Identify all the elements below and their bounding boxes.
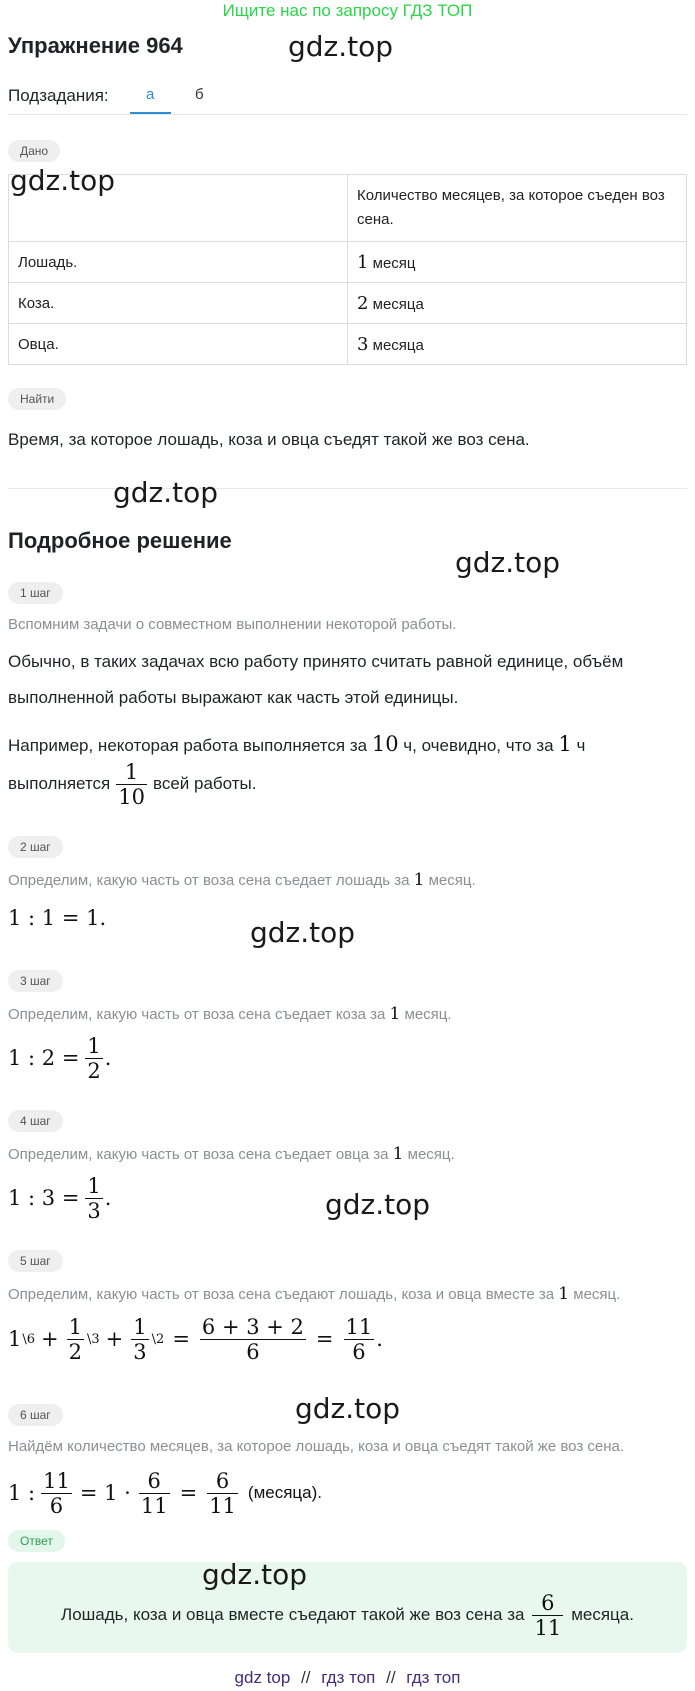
divider: [8, 488, 687, 489]
step-hint: Определим, какую часть от воза сена съедает коза за 1 месяц.: [8, 1004, 452, 1024]
step-hint: Определим, какую часть от воза сена съедает лошадь за 1 месяц.: [8, 870, 476, 890]
table-row: [9, 283, 687, 324]
table-row: [9, 324, 687, 365]
step-text: Например, некоторая работа выполняется за 10 ч, очевидно, что за 1 ч: [8, 732, 586, 756]
step-badge: 5 шаг: [8, 1250, 63, 1272]
step-badge: 1 шаг: [8, 582, 63, 604]
step-hint: Вспомним задачи о совместном выполнении некоторой работы.: [8, 616, 457, 633]
step-hint: Определим, какую часть от воза сена съедает овца за 1 месяц.: [8, 1144, 455, 1164]
footer-link[interactable]: гдз топ: [406, 1668, 461, 1687]
answer-text: Лошадь, коза и овца вместе съедают такой же воз сена за $\frac{6}{11}$ месяца.: [61, 1590, 634, 1640]
table-header-cell: Количество месяцев, за которое съеден воз сена.: [348, 175, 687, 242]
table-cell-animal: Коза.: [9, 283, 348, 324]
given-badge: Дано: [8, 140, 60, 162]
table-cell-months: 2 месяца: [348, 283, 687, 324]
subtasks-label: Подзадания:: [8, 86, 109, 105]
footer-separator: //: [386, 1668, 396, 1687]
given-table: [8, 174, 687, 365]
step-badge: 4 шаг: [8, 1110, 63, 1132]
divider: [8, 114, 687, 115]
footer-separator: //: [301, 1668, 311, 1687]
formula: 1 : 3 = $\frac{1}{3}$ .: [8, 1173, 112, 1223]
footer-link[interactable]: гдз топ: [321, 1668, 376, 1687]
promo-banner[interactable]: Ищите нас по запросу ГДЗ ТОП: [222, 1, 473, 20]
watermark: gdz.top: [455, 546, 561, 579]
formula: 1 : $\frac{11}{6}$ = 1 · $\frac{6}{11}$ = $\frac{6}{11}$ (месяца).: [8, 1468, 323, 1518]
tab-subtask-b[interactable]: б: [195, 86, 204, 103]
page-title: Упражнение 964: [8, 33, 183, 58]
footer-links: [0, 1668, 695, 1688]
find-text: Время, за которое лошадь, коза и овца съедят такой же воз сена.: [8, 430, 530, 449]
watermark: gdz.top: [10, 164, 116, 197]
formula: 1 : 2 = $\frac{1}{2}$ .: [8, 1033, 112, 1083]
table-cell-animal: Лошадь.: [9, 242, 348, 283]
table-cell-animal: Овца.: [9, 324, 348, 365]
step-badge: 3 шаг: [8, 970, 63, 992]
step-badge: 6 шаг: [8, 1404, 63, 1426]
step-text: выполняется $\frac{1}{10}$ всей работы.: [8, 759, 257, 809]
step-text: выполненной работы выражают как часть этой единицы.: [8, 688, 459, 707]
answer-badge: Ответ: [8, 1530, 65, 1552]
watermark: gdz.top: [288, 30, 394, 63]
table-cell-months: 1 месяц: [348, 242, 687, 283]
step-badge: 2 шаг: [8, 836, 63, 858]
table-row: [9, 242, 687, 283]
formula: 1 \6 + $\frac{1}{2}$ \3 + $\frac{1}{3}$ \2 = $\frac{6 + 3 + 2}{6}$ = $\frac{11}{6}$ .: [8, 1314, 383, 1364]
table-cell-months: 3 месяца: [348, 324, 687, 365]
formula: 1 : 1 = 1.: [8, 906, 107, 930]
fraction: $\frac{1}{10}$: [118, 759, 145, 809]
answer-box: [8, 1562, 687, 1653]
watermark: gdz.top: [250, 916, 356, 949]
step-text: Обычно, в таких задачах всю работу принято считать равной единице, объём: [8, 652, 624, 671]
tab-subtask-a[interactable]: а: [146, 86, 155, 103]
solution-title: Подробное решение: [8, 528, 232, 553]
step-hint: Определим, какую часть от воза сена съедают лошадь, коза и овца вместе за 1 месяц.: [8, 1284, 621, 1304]
watermark: gdz.top: [113, 476, 219, 509]
watermark: gdz.top: [325, 1188, 431, 1221]
watermark: gdz.top: [202, 1558, 308, 1591]
step-hint: Найдём количество месяцев, за которое лошадь, коза и овца съедят такой же воз сена.: [8, 1438, 625, 1455]
footer-link[interactable]: gdz top: [234, 1668, 291, 1687]
find-badge: Найти: [8, 388, 66, 410]
watermark: gdz.top: [295, 1392, 401, 1425]
